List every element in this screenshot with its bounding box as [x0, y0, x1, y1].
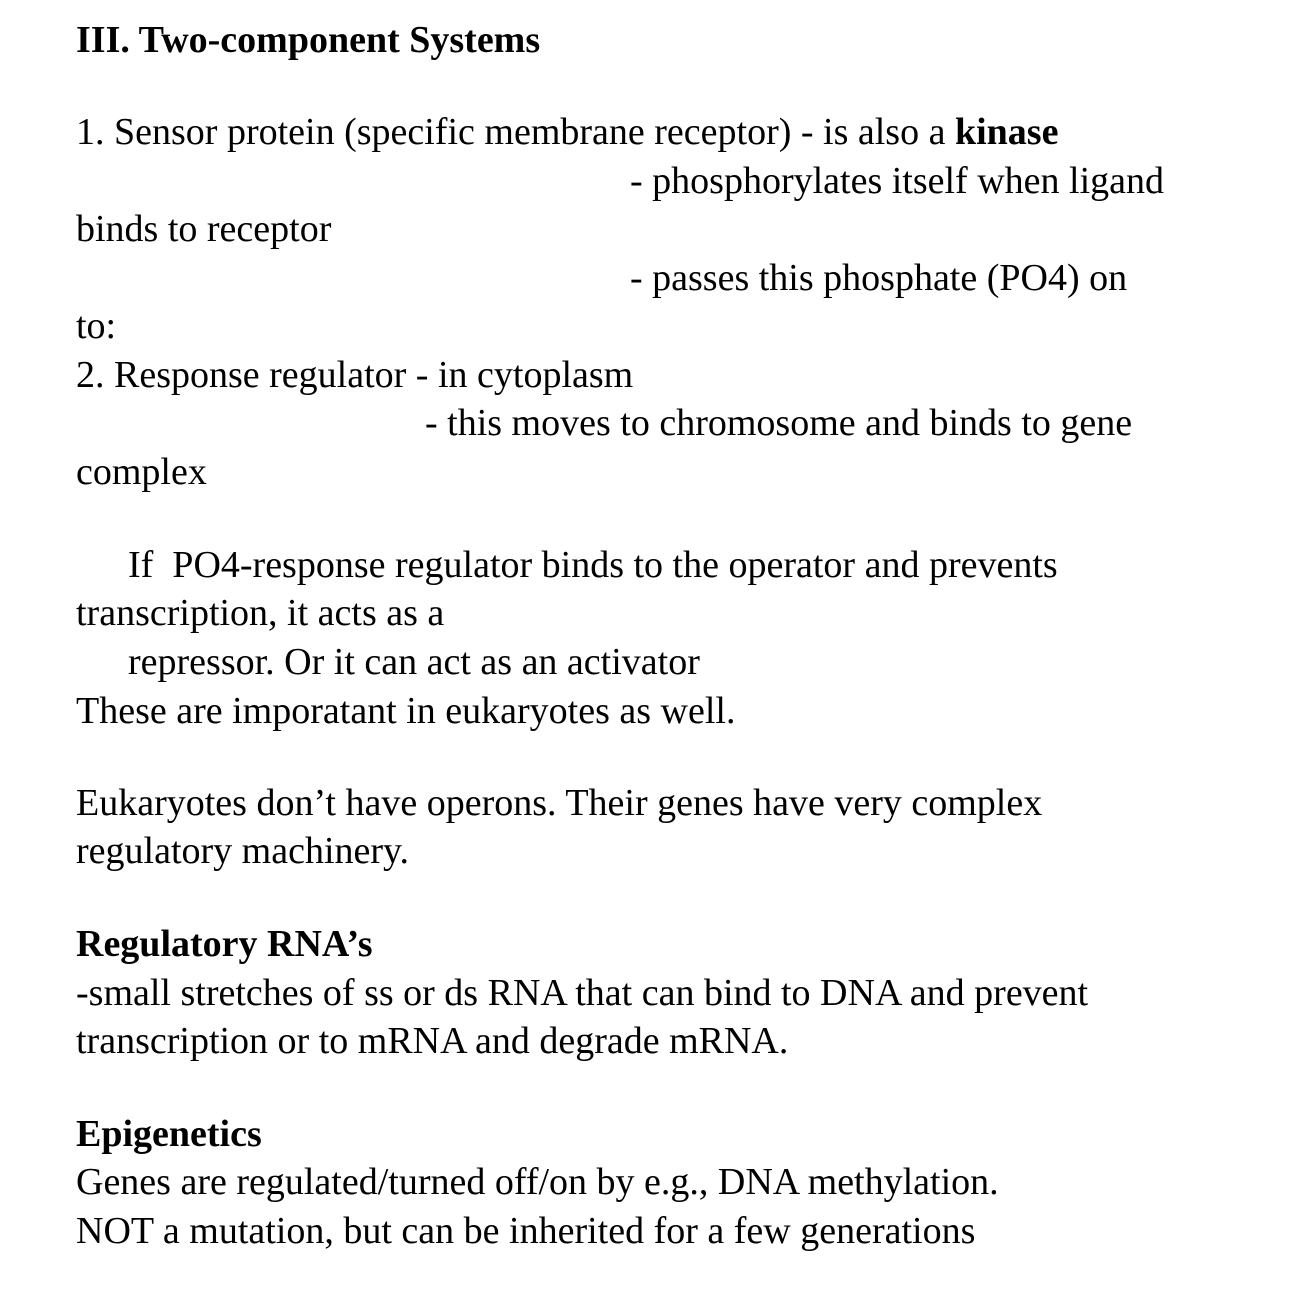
epigenetics-line2: NOT a mutation, but can be inherited for a few generations — [76, 1210, 976, 1252]
eukaryotes-line1: Eukaryotes don’t have operons. Their genes have very complex — [76, 782, 1043, 824]
kinase-term: kinase — [954, 111, 1059, 153]
sensor-protein-text: 1. Sensor protein (specific membrane receptor) - is also a — [76, 111, 955, 153]
eukaryotes-important-line: These are imporatant in eukaryotes as well. — [76, 690, 736, 732]
eukaryotes-line2: regulatory machinery. — [76, 830, 410, 872]
sensor-sub2-line: - passes this phosphate (PO4) on — [630, 257, 1128, 299]
sensor-sub2-wrap: to: — [76, 305, 117, 347]
sensor-protein-line — [76, 108, 1058, 156]
sensor-sub1-wrap: binds to receptor — [76, 208, 332, 250]
regulatory-rna-line2: transcription or to mRNA and degrade mRNA. — [76, 1020, 789, 1062]
sensor-sub1-line: - phosphorylates itself when ligand — [630, 160, 1165, 202]
epigenetics-line1: Genes are regulated/turned off/on by e.g., DNA methylation. — [76, 1161, 999, 1203]
response-sub-wrap: complex — [76, 451, 207, 493]
response-regulator-line: 2. Response regulator - in cytoplasm — [76, 354, 634, 396]
repressor-paragraph-line3: repressor. Or it can act as an activator — [128, 641, 700, 683]
epigenetics-heading: Epigenetics — [76, 1113, 262, 1155]
regulatory-rna-line1: -small stretches of ss or ds RNA that can bind to DNA and prevent — [76, 972, 1089, 1014]
response-sub-line: - this moves to chromosome and binds to gene — [425, 402, 1133, 444]
repressor-paragraph-line2: transcription, it acts as a — [76, 592, 445, 634]
section-heading: III. Two-component Systems — [76, 19, 541, 61]
repressor-paragraph-line1: If PO4-response regulator binds to the operator and prevents — [128, 544, 1058, 586]
regulatory-rna-heading: Regulatory RNA’s — [76, 923, 373, 965]
